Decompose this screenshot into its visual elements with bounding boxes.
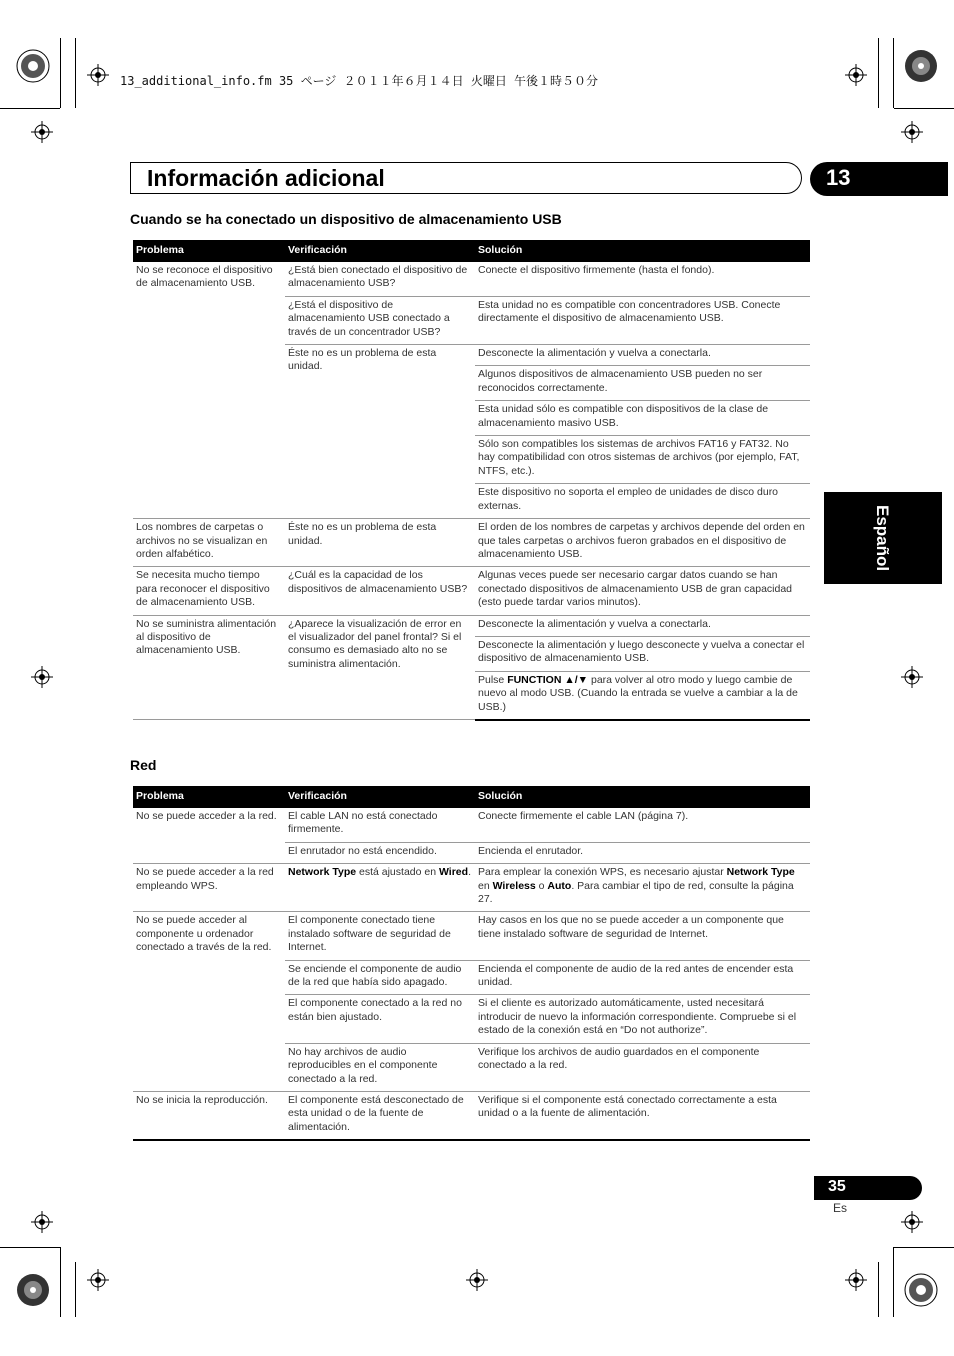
table-row	[133, 519, 810, 567]
solution-text: o	[535, 879, 548, 892]
solution-cell: Encienda el enrutador.	[475, 842, 810, 863]
crosshair-icon	[87, 1269, 109, 1291]
crosshair-icon	[31, 121, 53, 143]
column-header-check: Verificación	[285, 786, 475, 808]
crosshair-icon	[87, 64, 109, 86]
column-header-problem: Problema	[133, 240, 285, 262]
solution-text: en	[478, 879, 493, 892]
table-row	[133, 1091, 810, 1140]
solution-cell: El orden de los nombres de carpetas y archivos depende del orden en que tales carpetas o archivos fueron grabados en el dispositivo de almacenamiento USB.	[475, 519, 810, 567]
problem-cell: No se puede acceder a la red.	[133, 808, 285, 864]
chapter-title-bar	[130, 162, 802, 194]
chapter-number-badge	[810, 162, 948, 196]
problem-cell: No se puede acceder a la red empleando WPS.	[133, 864, 285, 912]
red-section-heading: Red	[130, 757, 157, 773]
column-header-solution: Solución	[475, 240, 810, 262]
solution-text: Para emplear la conexión WPS, es necesario ajustar	[478, 866, 727, 879]
solution-cell: Verifique los archivos de audio guardados en el componente conectado a la red.	[475, 1043, 810, 1091]
column-header-solution: Solución	[475, 786, 810, 808]
solution-cell: Desconecte la alimentación y luego desconecte y vuelva a conectar el dispositivo de almacenamiento USB.	[475, 636, 810, 671]
solution-text: para volver al otro modo y luego cambie de nuevo al modo USB. (Cuando la entrada se vuelve a cambiar a la de USB.)	[478, 673, 798, 713]
crosshair-icon	[31, 1211, 53, 1233]
table-row	[133, 262, 810, 296]
check-cell: El enrutador no está encendido.	[285, 842, 475, 863]
solution-cell: Desconecte la alimentación y vuelva a conectarla.	[475, 345, 810, 366]
check-cell: Éste no es un problema de esta unidad.	[285, 519, 475, 567]
registration-rosette-icon	[16, 1273, 50, 1307]
crosshair-icon	[901, 666, 923, 688]
network-troubleshooting-table	[133, 786, 810, 1141]
setting-value: Auto	[547, 879, 572, 892]
solution-cell: Desconecte la alimentación y vuelva a conectarla.	[475, 615, 810, 636]
solution-cell	[475, 864, 810, 912]
check-cell: ¿Está el dispositivo de almacenamiento USB conectado a través de un concentrador USB?	[285, 296, 475, 344]
check-cell: Se enciende el componente de audio de la red que había sido apagado.	[285, 960, 475, 995]
crosshair-icon	[901, 1211, 923, 1233]
language-side-tab	[824, 492, 942, 584]
registration-rosette-icon	[904, 1273, 938, 1307]
check-cell: El cable LAN no está conectado firmemente.	[285, 808, 475, 842]
table-row	[133, 567, 810, 615]
setting-name: Network Type	[288, 866, 357, 879]
table-row	[133, 912, 810, 960]
solution-cell: Algunos dispositivos de almacenamiento USB pueden no ser reconocidos correctamente.	[475, 366, 810, 401]
function-key-label: FUNCTION ▲/▼	[507, 673, 589, 686]
setting-value: Wireless	[492, 879, 536, 892]
check-cell: ¿Está bien conectado el dispositivo de almacenamiento USB?	[285, 262, 475, 296]
setting-value: Wired	[438, 866, 469, 879]
problem-cell: No se suministra alimentación al dispositivo de almacenamiento USB.	[133, 615, 285, 720]
solution-text: Pulse	[478, 673, 508, 686]
check-cell: ¿Cuál es la capacidad de los dispositivos de almacenamiento USB?	[285, 567, 475, 615]
solution-cell: Algunas veces puede ser necesario cargar datos cuando se han conectado dispositivos de almacenamiento USB de gran capacidad (esto puede tardar varios minutos).	[475, 567, 810, 615]
table-header-row	[133, 240, 810, 262]
check-cell: Éste no es un problema de esta unidad.	[285, 345, 475, 519]
problem-cell: No se reconoce el dispositivo de almacenamiento USB.	[133, 262, 285, 519]
check-cell: El componente conectado a la red no están bien ajustado.	[285, 995, 475, 1043]
check-cell: No hay archivos de audio reproducibles en el componente conectado a la red.	[285, 1043, 475, 1091]
column-header-check: Verificación	[285, 240, 475, 262]
check-cell	[285, 864, 475, 912]
table-header-row	[133, 786, 810, 808]
problem-cell: Se necesita mucho tiempo para reconocer el dispositivo de almacenamiento USB.	[133, 567, 285, 615]
crosshair-icon	[901, 121, 923, 143]
setting-name: Network Type	[726, 866, 795, 879]
crosshair-icon	[466, 1269, 488, 1291]
column-header-problem: Problema	[133, 786, 285, 808]
solution-cell: Conecte el dispositivo firmemente (hasta el fondo).	[475, 262, 810, 296]
solution-cell: Verifique si el componente está conectado correctamente a esta unidad o a la fuente de alimentación.	[475, 1091, 810, 1140]
problem-cell: No se inicia la reproducción.	[133, 1091, 285, 1140]
solution-cell: Esta unidad sólo es compatible con dispositivos de la clase de almacenamiento masivo USB.	[475, 401, 810, 436]
check-cell: ¿Aparece la visualización de error en el visualizador del panel frontal? Si el consumo es demasiado alto no se suministra alimentación.	[285, 615, 475, 720]
solution-cell: Hay casos en los que no se puede acceder a un componente que tiene instalado software de seguridad de Internet.	[475, 912, 810, 960]
page-number-badge	[814, 1176, 922, 1200]
page-number: 35	[828, 1178, 846, 1195]
crosshair-icon	[31, 666, 53, 688]
usb-section-heading: Cuando se ha conectado un dispositivo de almacenamiento USB	[130, 211, 562, 227]
solution-cell: Encienda el componente de audio de la red antes de encender esta unidad.	[475, 960, 810, 995]
file-header-line: 13_additional_info.fm 35 ページ ２０１１年６月１４日 火曜日 午後１時５０分	[120, 74, 599, 88]
table-row	[133, 864, 810, 912]
solution-cell: Conecte firmemente el cable LAN (página 7).	[475, 808, 810, 842]
solution-cell: Sólo son compatibles los sistemas de archivos FAT16 y FAT32. No hay compatibilidad con otros sistemas de archivos (por ejemplo, FAT, NTFS, etc.).	[475, 436, 810, 484]
check-cell: El componente está desconectado de esta unidad o de la fuente de alimentación.	[285, 1091, 475, 1140]
chapter-number: 13	[826, 165, 851, 190]
problem-cell: Los nombres de carpetas o archivos no se visualizan en orden alfabético.	[133, 519, 285, 567]
solution-cell	[475, 671, 810, 720]
page-language-code: Es	[833, 1201, 848, 1215]
language-side-tab-label: Español	[873, 504, 892, 572]
solution-text: . Para cambiar el tipo de red, consulte la página 27.	[478, 879, 794, 906]
crosshair-icon	[845, 1269, 867, 1291]
registration-rosette-icon	[16, 49, 50, 83]
crosshair-icon	[845, 64, 867, 86]
check-text: .	[468, 866, 471, 879]
check-cell: El componente conectado tiene instalado software de seguridad de Internet.	[285, 912, 475, 960]
table-row	[133, 615, 810, 636]
table-row	[133, 808, 810, 842]
check-text: está ajustado en	[356, 866, 439, 879]
solution-cell: Esta unidad no es compatible con concentradores USB. Conecte directamente el dispositivo de almacenamiento USB.	[475, 296, 810, 344]
registration-rosette-icon	[904, 49, 938, 83]
usb-troubleshooting-table	[133, 240, 810, 721]
solution-cell: Este dispositivo no soporta el empleo de unidades de disco duro externas.	[475, 484, 810, 519]
chapter-title: Información adicional	[147, 165, 385, 191]
solution-cell: Si el cliente es autorizado automáticamente, usted necesitará introducir de nuevo la información correspondiente. Compruebe si el estado de la conexión está en “Do not authorize”.	[475, 995, 810, 1043]
problem-cell: No se puede acceder al componente u ordenador conectado a través de la red.	[133, 912, 285, 1091]
